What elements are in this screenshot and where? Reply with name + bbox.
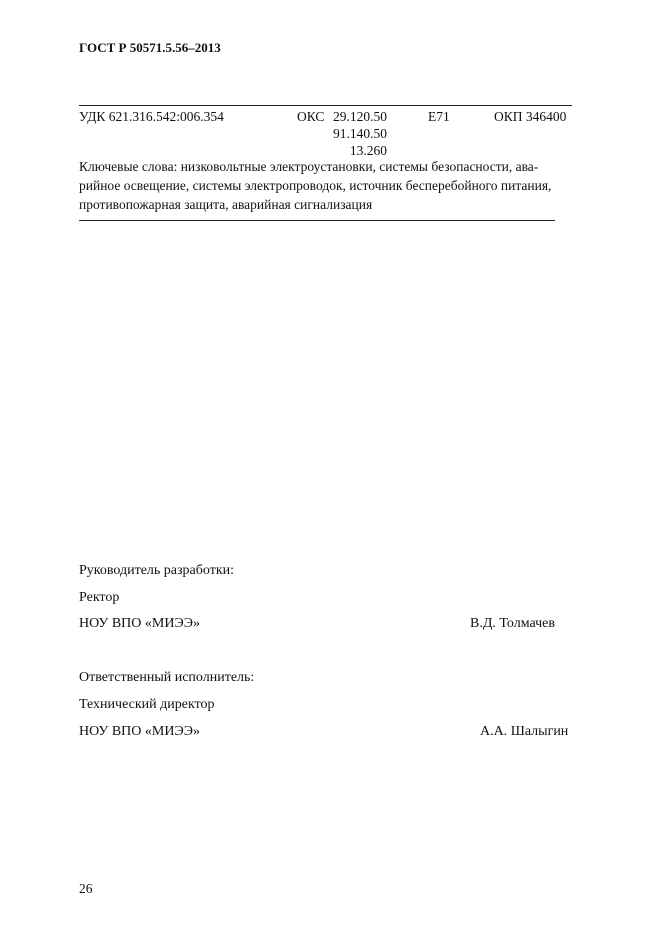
oks-label: ОКС [297, 109, 325, 124]
top-divider [79, 105, 572, 106]
page-number: 26 [79, 881, 93, 896]
udk-code: УДК 621.316.542:006.354 [79, 109, 224, 124]
okp-code: ОКП 346400 [494, 109, 567, 124]
keywords-line: рийное освещение, системы электропроводок, источник бесперебойного питания, [79, 178, 552, 193]
keywords-paragraph [79, 157, 579, 214]
signature-organization: НОУ ВПО «МИЭЭ» [79, 724, 200, 739]
signature-role: Руководитель разработки: [79, 563, 235, 578]
oks-code: 29.120.50 [333, 109, 387, 124]
e-code: Е71 [428, 109, 450, 124]
standard-code: ГОСТ Р 50571.5.56–2013 [79, 40, 221, 55]
signature-position: Ректор [79, 590, 120, 605]
signature-organization: НОУ ВПО «МИЭЭ» [79, 616, 200, 631]
signature-position: Технический директор [79, 697, 215, 712]
signature-name: А.А. Шалыгин [480, 724, 569, 739]
keywords-line: Ключевые слова: низковольтные электроустановки, системы безопасности, ава- [79, 159, 539, 174]
signature-role: Ответственный исполнитель: [79, 670, 255, 685]
oks-codes [333, 108, 387, 159]
bottom-divider [79, 220, 555, 221]
signature-name: В.Д. Толмачев [470, 616, 555, 631]
oks-code: 91.140.50 [333, 126, 387, 141]
oks-code: 13.260 [349, 143, 387, 158]
keywords-line: противопожарная защита, аварийная сигнализация [79, 197, 373, 212]
